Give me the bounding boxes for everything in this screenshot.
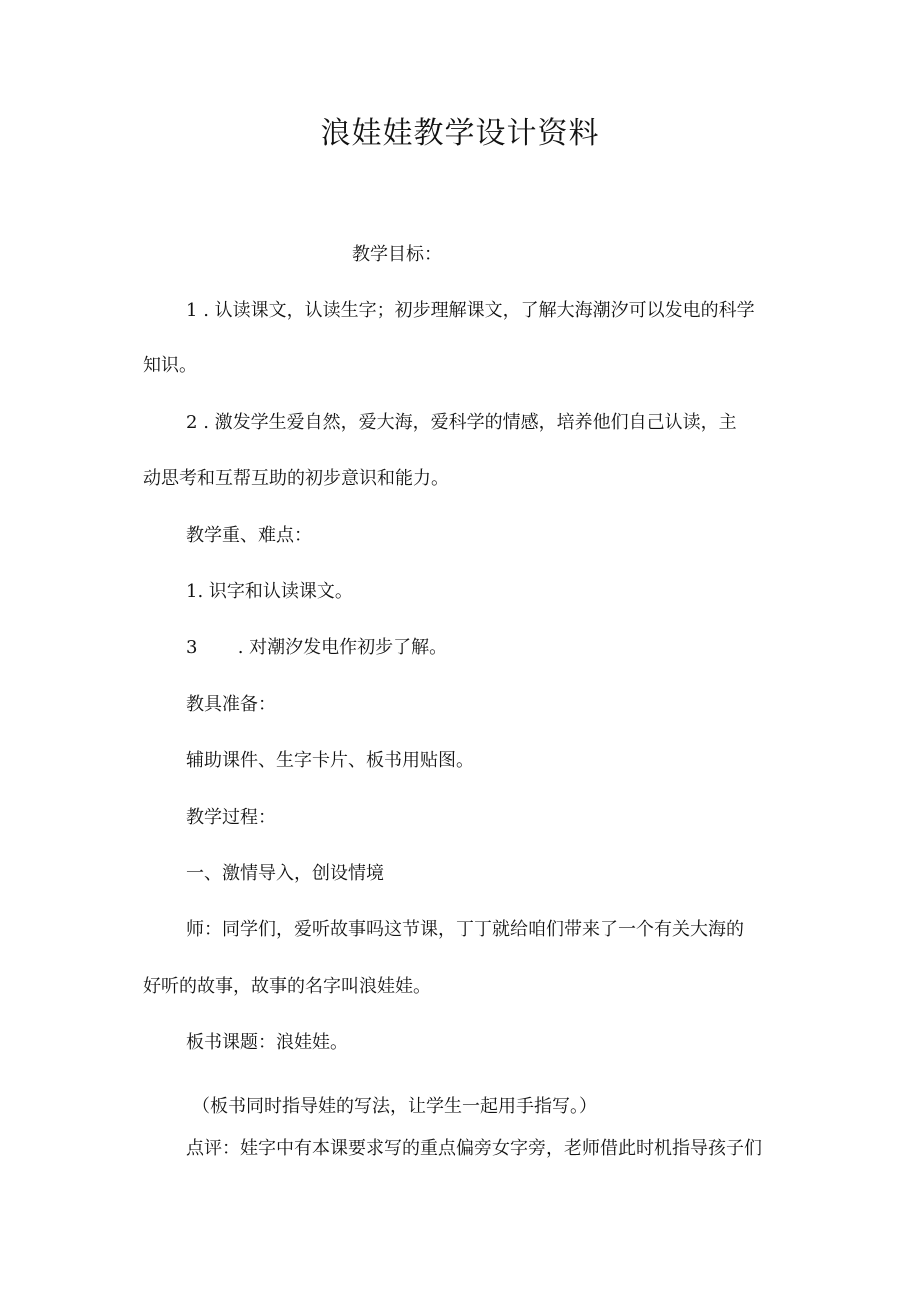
comment-line: 点评：娃字中有本课要求写的重点偏旁女字旁，老师借此时机指导孩子们 bbox=[186, 1138, 762, 1159]
goal-1-line-2: 知识。 bbox=[143, 355, 197, 376]
goal-1-line-1 bbox=[186, 299, 755, 323]
goal-heading: 教学目标： bbox=[352, 244, 442, 265]
goal-2-line-2: 动思考和互帮互助的初步意识和能力。 bbox=[143, 468, 449, 489]
teacher-line-2: 好听的故事，故事的名字叫浪娃娃。 bbox=[143, 976, 431, 997]
teacher-line-1: 师：同学们，爱听故事吗这节课，丁丁就给咱们带来了一个有关大海的 bbox=[186, 919, 744, 940]
board-note: （板书同时指导娃的写法，让学生一起用手指写。） bbox=[192, 1096, 597, 1117]
board-title: 板书课题：浪娃娃。 bbox=[186, 1032, 348, 1053]
goal-1-text: . 认读课文，认读生字；初步理解课文，了解大海潮汐可以发电的科学 bbox=[203, 300, 755, 321]
step-1-heading: 一、激情导入，创设情境 bbox=[186, 863, 384, 884]
key-points-heading: 教学重、难点： bbox=[186, 525, 312, 546]
goal-2-number: 2 bbox=[186, 412, 198, 433]
document-title: 浪娃娃教学设计资料 bbox=[320, 116, 600, 151]
tools-text: 辅助课件、生字卡片、板书用贴图。 bbox=[186, 750, 474, 771]
key-point-2-number: 3 bbox=[186, 637, 198, 658]
process-heading: 教学过程： bbox=[186, 807, 276, 828]
key-point-1: 1. 识字和认读课文。 bbox=[186, 581, 353, 602]
tools-heading: 教具准备： bbox=[186, 694, 276, 715]
key-point-2 bbox=[186, 636, 447, 660]
goal-2-text: . 激发学生爱自然，爱大海，爱科学的情感，培养他们自己认读，主 bbox=[203, 412, 737, 433]
goal-1-number: 1 bbox=[186, 300, 198, 321]
key-point-2-text: . 对潮汐发电作初步了解。 bbox=[237, 637, 448, 658]
goal-2-line-1 bbox=[186, 411, 737, 435]
